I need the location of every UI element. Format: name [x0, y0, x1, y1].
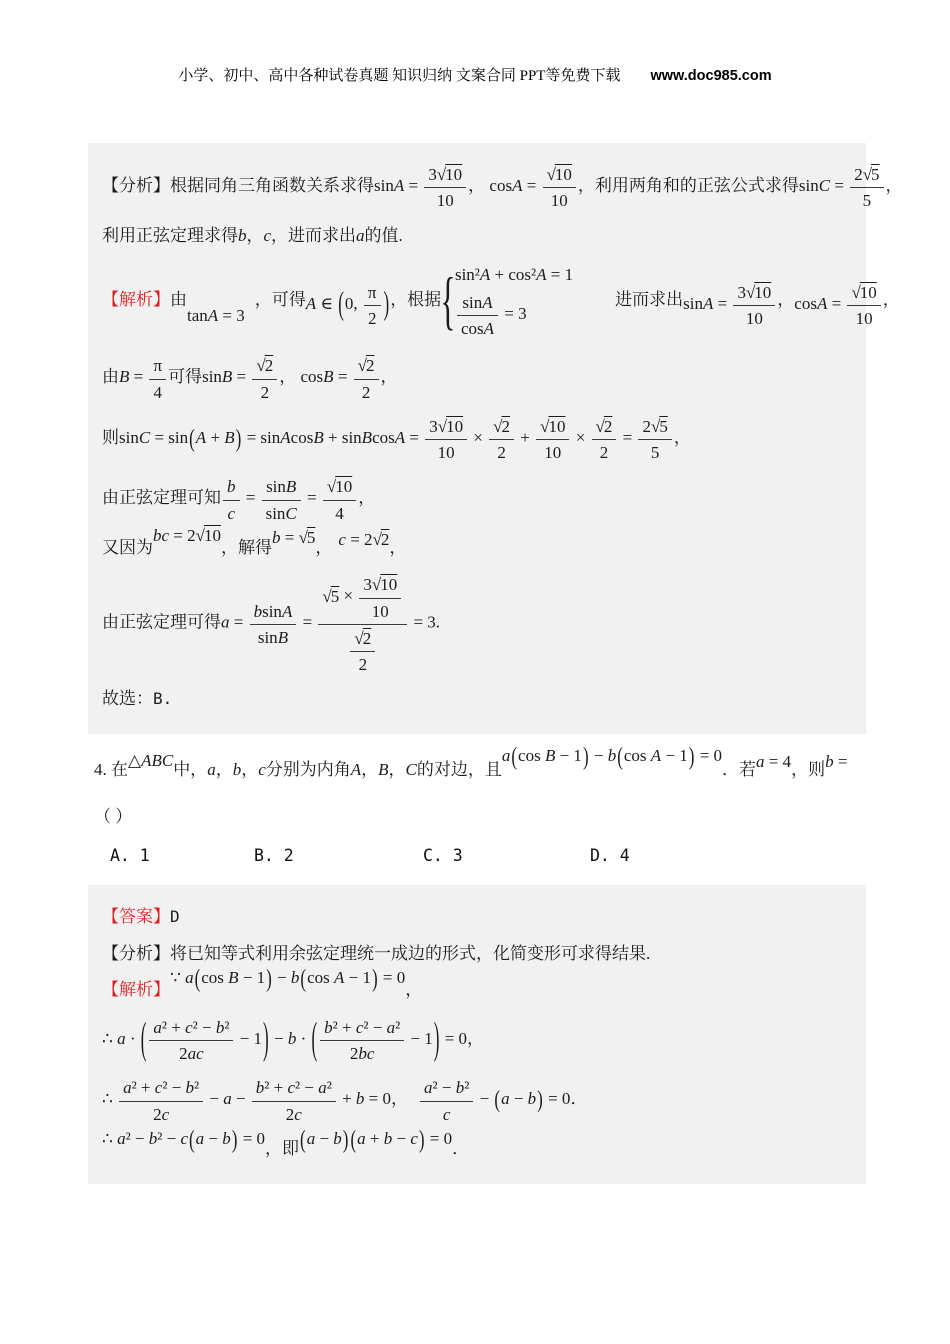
q4-solution-line-2: ∴ a · ( $\frac{\text{a² + c² − b²}}{2ac}$ − 1) − b · ( $\frac{\text{b² + c² − a²}}{2bc}$ − 1) = 0，: [102, 1013, 485, 1064]
q3-solution-line-5: 又因为bc = 2√10，解得b = √5， c = 2√2，: [102, 525, 407, 557]
q3-analysis-line-1: 【分析】根据同角三角函数关系求得sinA = $\frac{3√10}{10}$ ， cosA = $\frac{√10}{10}$ ，利用两角和的正弦公式求得sinC = $\frac{2√5}{5}$ ，: [102, 165, 903, 211]
q3-answer-choice-line: 故选：B.: [102, 689, 173, 709]
question-4: [88, 741, 920, 866]
answer-blank-paren: （ ）: [94, 807, 133, 827]
q4-solution-line-1: 【解析】∵ a(cos B − 1) − b(cos A − 1) = 0，: [102, 963, 423, 1000]
question-4-stem: 4. 在△ABC中，a，b，c分别为内角A，B，C的对边，且a(cos B − 1) − b(cos A − 1) = 0．若a = 4，则b =: [94, 741, 848, 780]
q3-solution-line-1: 【解析】由tanA = 3，可得A ∈ (0, $\frac{\pi}{2}$ )，根据 { sin²A + cos²A = 1 $\frac{\sin A}{\cos A}$ = 3 进而求出sinA = $\frac{3√10}{10}$ ，cosA = $\frac{√10}{10}$ ，: [102, 265, 900, 339]
q3-solution-line-4: 由正弦定理可知 $\frac{b}{c}$ = $\frac{\sin B}{\sin C}$ = $\frac{√10}{4}$ ，: [102, 477, 376, 523]
options-row: [88, 846, 920, 865]
solution-block-q3: [88, 143, 903, 734]
q3-analysis-line-2: 利用正弦定理求得b，c，进而求出a的值.: [102, 225, 403, 245]
q3-solution-line-2: 由B = $\frac{\pi}{4}$ 可得sinB = $\frac{√2}{2}$ ， cosB = $\frac{√2}{2}$ ，: [102, 356, 398, 402]
q4-analysis-line: 【分析】将已知等式利用余弦定理统一成边的形式，化简变形可求得结果.: [102, 943, 651, 963]
site-url: www.doc985.com: [650, 68, 772, 84]
q4-solution-line-3: ∴ $\frac{\text{a² + c² − b²}}{2c}$ − a − $\frac{\text{b² + c² − a²}}{2c}$ + b = 0， $\frac{\text{a² − b²}}{c}$ − (a − b) = 0．: [102, 1078, 588, 1124]
q4-answer-line: 【答案】D: [102, 907, 180, 927]
header-tagline: 小学、初中、高中各种试卷真题 知识归纳 文案合同 PPT等免费下载: [178, 68, 621, 84]
option-b: B. 2: [254, 846, 294, 866]
q3-solution-line-6: 由正弦定理可得a = $\frac{bsinA}{\sin B}$ = √5 × $\frac{3√10}{10}$ $\frac{√2}{2}$ = 3.: [102, 572, 852, 675]
option-c: C. 3: [423, 846, 463, 866]
q4-solution-line-4: ∴ a² − b² − c(a − b) = 0，即(a − b) (a + b − c) = 0．: [102, 1124, 470, 1158]
q3-solution-line-3: 则sinC = sin(A + B) = sinAcosB + sinBcosA = $\frac{3√10}{10}$ × $\frac{√2}{2}$ + $\frac{√10}{10}$ × $\frac{√2}{2}$ = $\frac{2√5}{5}$ ，: [102, 416, 691, 463]
header: [0, 0, 950, 85]
option-a: A. 1: [110, 846, 150, 866]
option-d: D. 4: [590, 846, 630, 866]
solution-block-q4: [88, 885, 866, 1184]
